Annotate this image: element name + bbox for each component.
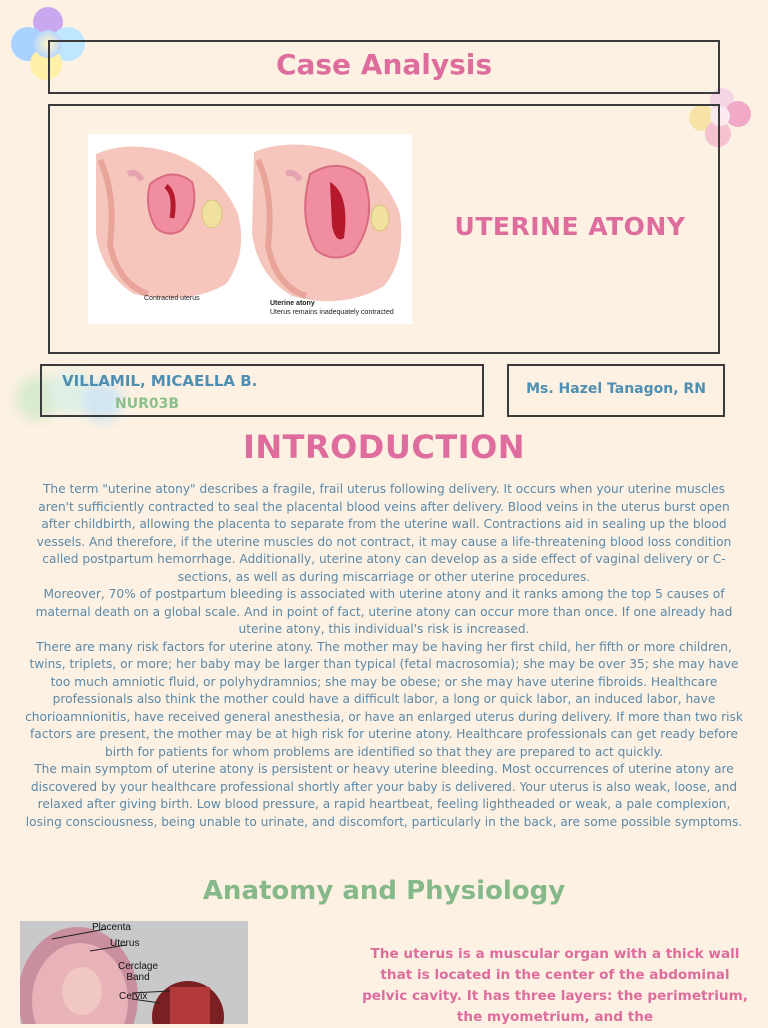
topic-title: UTERINE ATONY	[454, 212, 686, 241]
anatomy-heading: Anatomy and Physiology	[202, 876, 566, 906]
label-cervix: Cervix	[119, 991, 148, 1002]
student-name: VILLAMIL, MICAELLA B.	[62, 372, 258, 390]
uterus-comparison-drawing	[88, 134, 412, 324]
uterus-illustration	[88, 134, 412, 324]
intro-paragraph: The term "uterine atony" describes a fragile, frail uterus following delivery. It occurs when your uterine muscles aren't sufficiently contracted to seal the placental blood veins after delivery. Blood veins in the uterus burst open after childbirth, allowing the placenta to separate from the uterine wall. Contractions aid in sealing up the blood vessels. And therefore, if the uterine muscles do not contract, it may cause a life-threatening blood loss condition called postpartum hemorrhage. Additionally, uterine atony can develop as a side effect of vaginal delivery or C-sections, as well as during miscarriage or other uterine procedures.	[36, 482, 732, 584]
intro-paragraph: Moreover, 70% of postpartum bleeding is associated with uterine atony and it ranks among the top 5 causes of maternal death on a global scale. And in point of fact, uterine atony can occur more than once. If one already had uterine atony, this individual's risk is increased.	[35, 587, 733, 636]
page-title: Case Analysis	[275, 48, 493, 81]
label-cerclage: Cerclage Band	[117, 961, 159, 983]
label-placenta: Placenta	[92, 922, 131, 933]
caption-atony-title: Uterine atony	[270, 300, 315, 307]
anatomy-text: The uterus is a muscular organ with a thick wall that is located in the center of the abdominal pelvic cavity. It has three layers: the perimetrium, the myometrium, and the	[362, 946, 748, 1025]
caption-atony-sub: Uterus remains inadequately contracted	[270, 309, 394, 316]
introduction-heading: INTRODUCTION	[242, 428, 526, 466]
instructor-name: Ms. Hazel Tanagon, RN	[526, 381, 706, 397]
anatomy-illustration	[20, 921, 248, 1024]
intro-paragraph: The main symptom of uterine atony is persistent or heavy uterine bleeding. Most occurrences of uterine atony are discovered by your healthcare professional shortly after your baby is delivered. Your uterus is also weak, loose, and relaxed after giving birth. Low blood pressure, a rapid heartbeat, feeling lightheaded or weak, a pale complexion, losing consciousness, being unable to urinate, and discomfort, particularly in the back, are some possible symptoms.	[25, 762, 743, 829]
intro-paragraph: There are many risk factors for uterine atony. The mother may be having her first child, her fifth or more children, twins, triplets, or more; her baby may be larger than typical (fetal macrosomia); she may be over 35; she may have too much amniotic fluid, or polyhydramnios; she may be obese; or she may have uterine fibroids. Healthcare professionals also think the mother could have a difficult labor, a long or quick labor, an induced labor, have chorioamnionitis, have received general anesthesia, or have an enlarged uterus during delivery. If more than two risk factors are present, the mother may be at high risk for uterine atony. Healthcare professionals can get ready before birth for patients for whom problems are identified so that they are prepared to act quickly.	[25, 639, 743, 759]
label-uterus: Uterus	[110, 938, 140, 949]
caption-contracted: Contracted uterus	[144, 295, 200, 302]
introduction-body	[24, 481, 744, 831]
student-section: NUR03B	[115, 396, 180, 412]
